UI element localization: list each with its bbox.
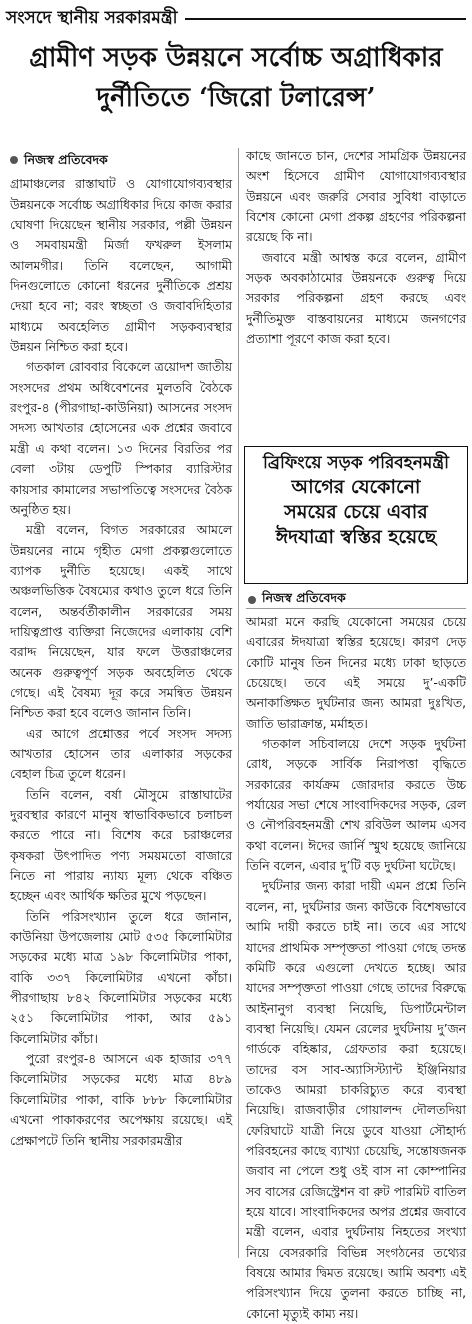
main-article-column-right: [246, 146, 466, 442]
second-byline: [248, 590, 346, 610]
second-paragraph: দুর্ঘটনার জন্য কারা দায়ী এমন প্রশ্নে তিনি বলেন, না, দুর্ঘটনার জন্য কাউকে বিশেষভাবে আমি দায়ী করতে চাই না। তবে এর সাথে যাদের প্রাথমিক সম্পৃক্ততা পাওয়া গেছে তদন্ত কমিটি করে এগুলো দেখতে হচ্ছে। আর যাদের সম্পৃক্ততা পাওয়া গেছে তাদের বিরুদ্ধে আইনানুগ ব্যবস্থা নিয়েছি, ডিপার্টমেন্টাল ব্যবস্থা নিয়েছি। যেমন রেলের দুর্ঘটনায় দু’জন গার্ডকে বহিষ্কার, গ্রেফতার করা হয়েছে। তাদের বস সাব-অ্যাসিস্ট্যান্ট ইঞ্জিনিয়ার তাকেও আমরা চাকরিচ্যুত করে ব্যবস্থা নিয়েছি। রাজবাড়ীর গোয়ালন্দ দৌলতদিয়া ফেরিঘাটে যাত্রী নিয়ে ডুবে যাওয়া সৌহার্দ্য পরিবহনের কাছে ব্যাখ্যা চেয়েছি, সন্তোষজনক জবাব না পেলে শুধু ওই বাস না কোম্পানির সব বাসের রেজিস্ট্রেশন বা রুট পারমিট বাতিল হয়ে যাবে। সাংবাদিকদের অপর প্রশ্নের জবাবে মন্ত্রী বলেন, এবার দুর্ঘটনায় নিহতের সংখ্যা নিয়ে বেসরকারি বিভিন্ন সংগঠনের তথ্যের বিষয়ে আমার দ্বিমত রয়েছে। আমি অবশ্য এই পরিসংখ্যান দিয়ে তুলনা করতে চাচ্ছি না, কোনো মৃত্যুই কাম্য নয়।: [246, 879, 466, 1321]
column-divider: [238, 148, 239, 1258]
main-paragraph: তিনি পরিসংখ্যান তুলে ধরে জানান, কাউনিয়া উপজেলায় মোট ৫৩৫ কিলোমিটার সড়কের মধ্যে মাত্র ১৯৮ কিলোমিটার পাকা, বাকি ৩৩৭ কিলোমিটার এখনো কাঁচা। পীরগাছায় ৮৪২ কিলোমিটার সড়কের মধ্যে ২৫১ কিলোমিটার পাকা, আর ৫৯১ কিলোমিটার কাঁচা।: [10, 909, 232, 1046]
main-article-column-left: [10, 150, 232, 1268]
main-paragraph: মন্ত্রী বলেন, বিগত সরকারের আমলে উন্নয়নের নামে গৃহীত মেগা প্রকল্পগুলোতে ব্যাপক দুর্নীতি হয়েছে। একই সাথে অঞ্চলভিত্তিক বৈষম্যের কথাও তুলে ধরে তিনি বলেন, অন্তর্বর্তীকালীন সরকারের সময় দায়িত্বপ্রাপ্ত ব্যক্তিরা নিজেদের এলাকায় বেশি বরাদ্দ নিয়েছেন, যার ফলে উত্তরাঞ্চলের অনেক গুরুত্বপূর্ণ সড়ক অবহেলিত থেকে গেছে। এই বৈষম্য দূর করে সমন্বিত উন্নয়ন নিশ্চিত করা হবে বলেও জানান তিনি।: [10, 523, 232, 721]
second-headline-kicker: ব্রিফিংয়ে সড়ক পরিবহনমন্ত্রী: [263, 453, 449, 473]
main-paragraph: এর আগে প্রশ্নোত্তর পর্বে সংসদ সদস্য আখতার হোসেন তার এলাকার সড়কের বেহাল চিত্র তুলে ধরেন।: [10, 726, 232, 782]
headline-line-2: দুর্নীতিতে ‘জিরো টলারেন্স’: [96, 83, 376, 113]
main-paragraph: পুরো রংপুর-৪ আসনে এক হাজার ৩৭৭ কিলোমিটার সড়কের মধ্যে মাত্র ৪৮৯ কিলোমিটার পাকা, বাকি ৮৮৮ কিলোমিটার এখনো পাকাকরণের অপেক্ষায় রয়েছে। এই প্রেক্ষাপটে তিনি স্থানীয় সরকারমন্ত্রীর: [10, 1052, 232, 1148]
second-article-rule: [246, 608, 466, 609]
kicker-rule: [185, 18, 466, 20]
bullet-icon: [248, 596, 256, 604]
second-headline-line-2: আগের যেকোনো: [291, 476, 421, 498]
second-article-column: [246, 612, 466, 1321]
second-headline-line-4: ঈদযাত্রা স্বস্তির হয়েছে: [275, 526, 437, 548]
second-byline-text: নিজস্ব প্রতিবেদক: [262, 590, 346, 605]
main-paragraph: তিনি বলেন, বর্ষা মৌসুমে রাস্তাঘাটের দুরবস্থার কারণে মানুষ স্বাভাবিকভাবে চলাচল করতে পারে না। বিশেষ করে চরাঞ্চলের কৃষকরা উৎপাদিত পণ্য সময়মতো বাজারে নিতে না পারায় ন্যায্য মূল্য থেকে বঞ্চিত হচ্ছেন এবং আর্থিক ক্ষতির মুখে পড়ছেন।: [10, 787, 232, 904]
headline-line-1: গ্রামীণ সড়ক উন্নয়নে সর্বোচ্চ অগ্রাধিকার: [29, 43, 443, 73]
second-headline-box: [244, 446, 468, 584]
main-paragraph-continued: জবাবে মন্ত্রী আশ্বস্ত করে বলেন, গ্রামীণ সড়ক অবকাঠামোর উন্নয়নকে গুরুত্ব দিয়ে সরকার পরিকল্পনা গ্রহণ করছে এবং দুর্নীতিমুক্ত বাস্তবায়নের মাধ্যমে জনগণের প্রত্যাশা পূরণে কাজ করা হবে।: [246, 250, 466, 347]
kicker: সংসদে স্থানীয় সরকারমন্ত্রী: [6, 8, 178, 28]
main-headline: [6, 38, 466, 118]
main-byline-text: নিজস্ব প্রতিবেদক: [24, 152, 108, 167]
main-paragraph: গ্রামাঞ্চলের রাস্তাঘাট ও যোগাযোগব্যবস্থার উন্নয়নকে সর্বোচ্চ অগ্রাধিকার দিয়ে কাজ করার ঘোষণা দিয়েছেন স্থানীয় সরকার, পল্লী উন্নয়ন ও সমবায়মন্ত্রী মির্জা ফখরুল ইসলাম আলমগীর। তিনি বলেছেন, আগামী দিনগুলোতে কোনো ধরনের দুর্নীতিকে প্রশ্রয় দেয়া হবে না; বরং স্বচ্ছতা ও জবাবদিহিতার মাধ্যমে অবহেলিত গ্রামীণ সড়কব্যবস্থার উন্নয়ন নিশ্চিত করা হবে।: [10, 177, 232, 355]
bullet-icon: [10, 156, 18, 164]
main-byline: [10, 150, 232, 170]
kicker-row: [6, 4, 466, 34]
second-headline-line-3: সময়ের চেয়ে এবার: [284, 501, 428, 523]
second-headline: [249, 451, 463, 550]
main-paragraph-continued: কাছে জানতে চান, দেশের সামগ্রিক উন্নয়নের অংশ হিসেবে গ্রামীণ যোগাযোগব্যবস্থার উন্নয়নে এবং জরুরি সেবার সুবিধা বাড়াতে বিশেষ কোনো মেগা প্রকল্প গ্রহণের পরিকল্পনা রয়েছে কি না।: [246, 149, 466, 245]
second-paragraph: আমরা মনে করছি যেকোনো সময়ের চেয়ে এবারের ঈদযাত্রা স্বস্তির হয়েছে। কারণ দেড় কোটি মানুষ তিন দিনের মধ্যে ঢাকা ছাড়তে চেয়েছে। তবে এই সময়ে দু’-একটি অনাকাঙ্ক্ষিত দুর্ঘটনার জন্য আমরা দুঃখিত, জাতি ভারাক্রান্ত, মর্মাহত।: [246, 615, 466, 731]
second-paragraph: গতকাল সচিবালয়ে দেশে সড়ক দুর্ঘটনা রোধ, সড়কে সার্বিক নিরাপত্তা বৃদ্ধিতে সরকারের কার্যক্রম জোরদার করতে উচ্চ পর্যায়ের সভা শেষে সাংবাদিকদের সড়ক, রেল ও নৌপরিবহনমন্ত্রী শেখ রবিউল আলম এসব কথা বলেন। ঈদের জার্নি স্মুথ হয়েছে জানিয়ে তিনি বলেন, এবার দু’টি বড় দুর্ঘটনা ঘটেছে।: [246, 737, 466, 874]
main-paragraph: গতকাল রোববার বিকেলে ত্রয়োদশ জাতীয় সংসদের প্রথম অধিবেশনের মুলতবি বৈঠকে রংপুর-৪ (পীরগাছা-কাউনিয়া) আসনের সংসদ সদস্য আখতার হোসেনের এক প্রশ্নের জবাবে মন্ত্রী এ কথা বলেন। ১৩ দিনের বিরতির পর বেলা ৩টায় ডেপুটি স্পিকার ব্যারিস্টার কায়সার কামালের সভাপতিত্বে সংসদের বৈঠক অনুষ্ঠিত হয়।: [10, 360, 232, 517]
